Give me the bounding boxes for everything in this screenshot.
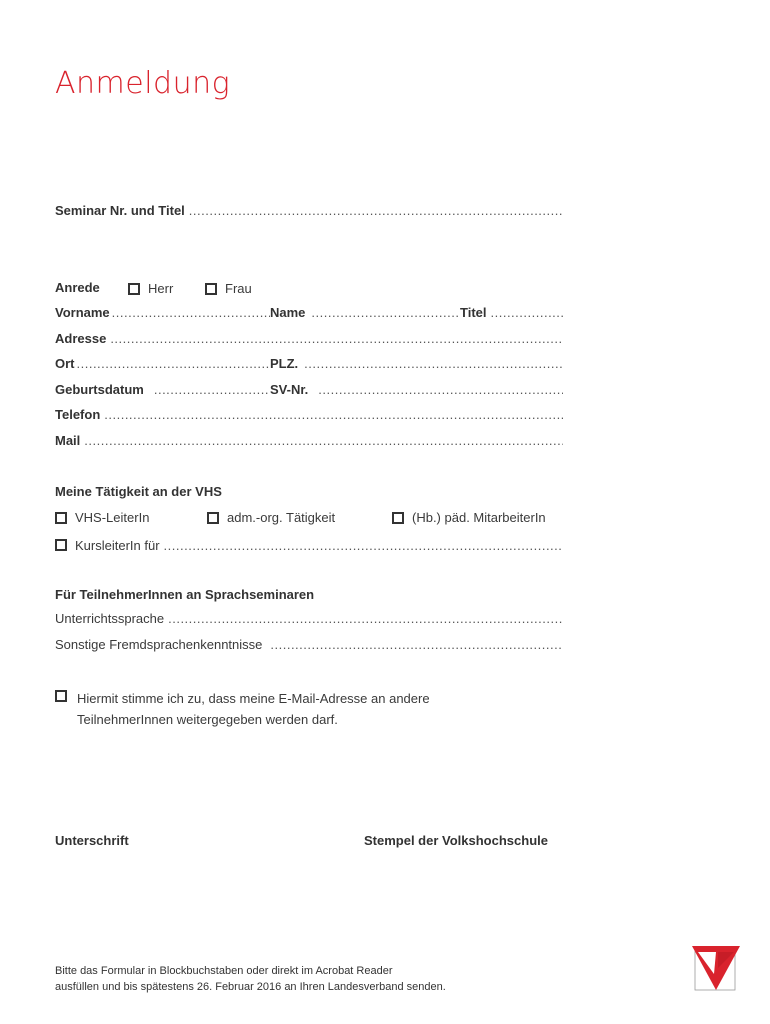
unterrichtssprache-field[interactable] [55,611,563,631]
name-row [55,305,563,325]
option-paed-mitarbeiterin-label: (Hb.) päd. MitarbeiterIn [412,510,546,525]
consent-line-1: Hiermit stimme ich zu, dass meine E-Mail-Adresse an andere [77,691,430,706]
consent-line-2: TeilnehmerInnen weitergegeben werden darf. [77,712,338,727]
ort-input-line[interactable] [77,356,271,371]
unterrichtssprache-label: Unterrichtssprache [55,611,165,626]
option-vhs-leiterin-label: VHS-LeiterIn [75,510,150,525]
anrede-herr-label: Herr [148,281,174,296]
vhs-logo-icon [692,944,740,992]
fremdsprachen-input-line[interactable] [270,637,563,652]
unterrichtssprache-input-line[interactable] [168,611,563,626]
adresse-label: Adresse [55,331,107,346]
name-label: Name [270,305,306,320]
stempel-label: Stempel der Volkshochschule [364,833,548,848]
anrede-frau-label: Frau [225,281,252,296]
taetigkeit-heading: Meine Tätigkeit an der VHS [55,484,222,499]
checkbox-icon[interactable] [55,690,67,702]
adresse-field[interactable] [55,331,563,351]
checkbox-icon[interactable] [207,512,219,524]
footer-line-1: Bitte das Formular in Blockbuchstaben oder direkt im Acrobat Reader [55,965,393,977]
seminar-input-line[interactable] [189,203,563,218]
sprachen-heading: Für TeilnehmerInnen an Sprachseminaren [55,587,315,602]
anrede-herr-option[interactable] [128,281,173,296]
vorname-label: Vorname [55,305,110,320]
footer-note [55,963,446,995]
svnr-label: SV-Nr. [270,382,309,397]
vorname-input-line[interactable] [112,305,270,320]
kursleiter-label: KursleiterIn für [75,537,160,553]
option-adm-org[interactable] [207,510,335,525]
plz-input-line[interactable] [304,356,563,371]
svnr-input-line[interactable] [318,382,563,397]
mail-label: Mail [55,433,81,448]
plz-label: PLZ. [270,356,299,371]
ort-plz-row [55,356,563,376]
kursleiter-field[interactable] [55,535,563,555]
mail-field[interactable] [55,433,563,453]
consent-text [77,688,430,730]
titel-input-line[interactable] [491,305,564,320]
seminar-label: Seminar Nr. und Titel [55,203,185,218]
name-field[interactable] [270,305,460,320]
ort-field[interactable] [55,356,270,371]
fremdsprachen-label: Sonstige Fremdsprachenkenntnisse [55,637,263,652]
anrede-label: Anrede [55,280,100,295]
vorname-field[interactable] [55,305,270,320]
titel-field[interactable] [460,305,563,320]
checkbox-icon[interactable] [55,539,67,551]
kursleiter-input-line[interactable] [164,538,563,553]
option-paed-mitarbeiterin[interactable] [392,510,546,525]
checkbox-icon[interactable] [392,512,404,524]
adresse-input-line[interactable] [110,331,563,346]
geburtsdatum-svnr-row [55,382,563,402]
telefon-input-line[interactable] [104,407,563,422]
geburtsdatum-input-line[interactable] [154,382,270,397]
seminar-field[interactable] [55,203,563,223]
geburtsdatum-field[interactable] [55,382,270,397]
ort-label: Ort [55,356,75,371]
checkbox-icon[interactable] [128,283,140,295]
svnr-field[interactable] [270,382,563,397]
telefon-label: Telefon [55,407,101,422]
telefon-field[interactable] [55,407,563,427]
consent-option[interactable] [55,688,430,730]
footer-line-2: ausfüllen und bis spätestens 26. Februar 2016 an Ihren Landesverband senden. [55,981,446,993]
option-adm-org-label: adm.-org. Tätigkeit [227,510,336,525]
page-title: Anmeldung [55,66,231,101]
titel-label: Titel [460,305,487,320]
mail-input-line[interactable] [84,433,563,448]
option-vhs-leiterin[interactable] [55,510,149,525]
anrede-frau-option[interactable] [205,281,252,296]
checkbox-icon[interactable] [205,283,217,295]
geburtsdatum-label: Geburtsdatum [55,382,144,397]
fremdsprachen-field[interactable] [55,637,563,657]
checkbox-icon[interactable] [55,512,67,524]
plz-field[interactable] [270,356,563,371]
unterschrift-label: Unterschrift [55,833,129,848]
name-input-line[interactable] [311,305,460,320]
